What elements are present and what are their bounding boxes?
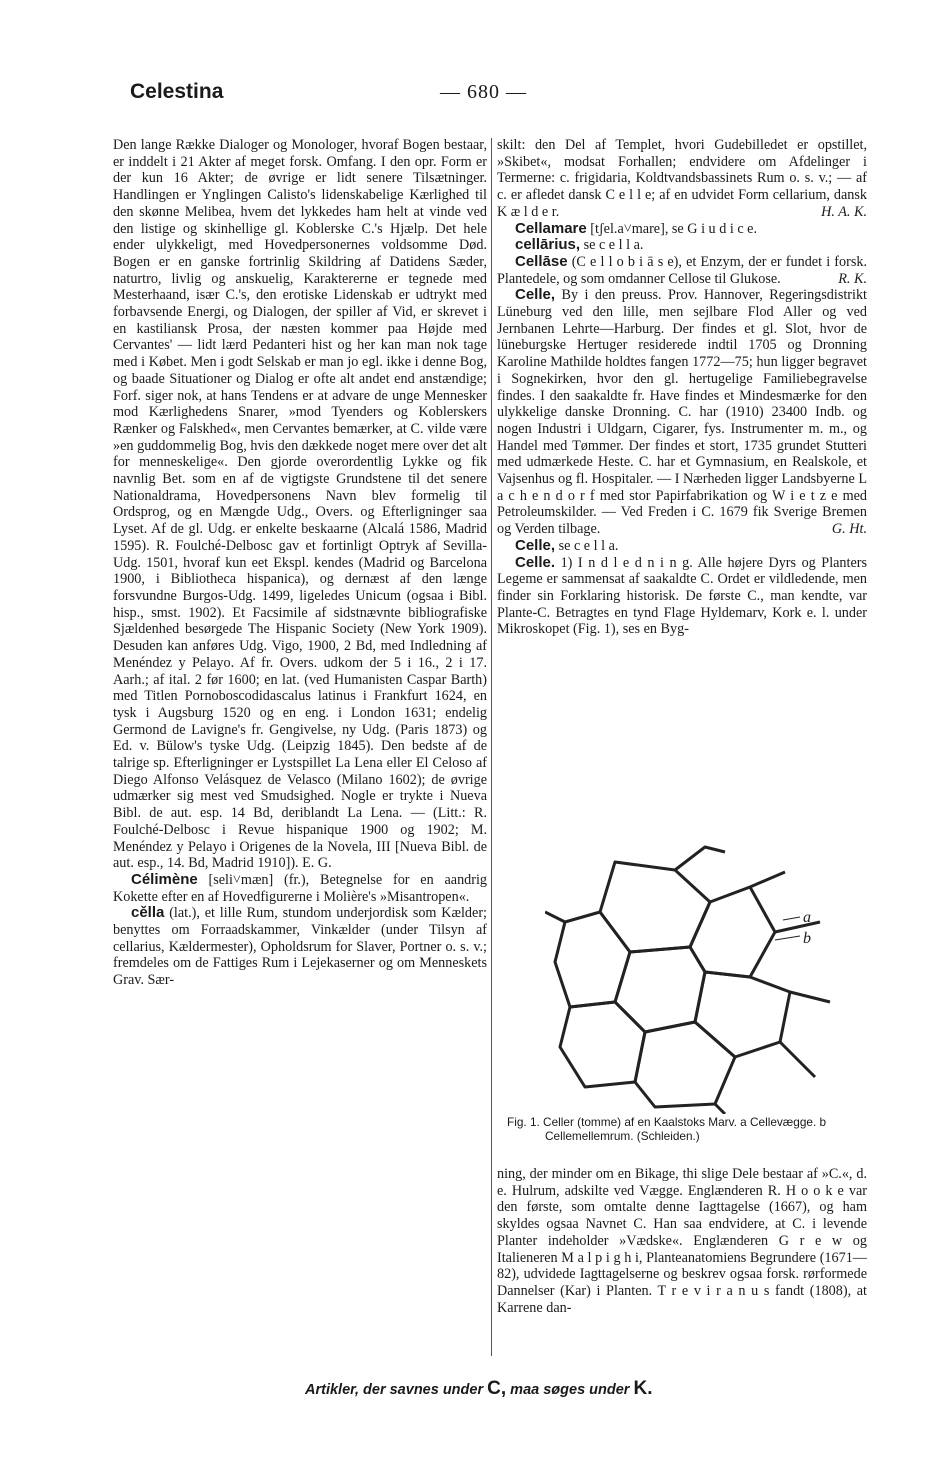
headword: Célimène [131, 870, 198, 888]
celestina-continuation: Den lange Række Dialoger og Monologer, hvoraf Bogen bestaar, er inddelt i 21 Akter af meget forsk. Omfang. I den opr. Form er der kun 16 Akter; de øvrige er lidt senere Tilsætninger. Handlingen er Ynglingen Calisto's lidenskabelige Kærlighed til den skønne Melibea, hvem det lykkedes ham helt at vinde ved den listige og skinhellige gl. Koblerske C.'s Hjælp. Det hele ender ulykkeligt, med Hovedpersonernes voldsomme Død. Bogen er en ganske fortrinlig Skildring af Datidens Sæder, naturtro, livlig og anskuelig, Karaktererne er tegnede med Mesterhaand, især C.'s, den erotiske Lidenskab er udtrykt med forbavsende Energi, og Dialogen, der spiller af Vid, er skrevet i en kastiliansk Prosa, der næsten kommer paa Højde med Cervantes' — lidt lærd Pedanteri hist og her kan man nok tage med i Købet. Men i godt Selskab er man jo egl. ikke i denne Bog, og baade Situationer og Dialog er ofte alt andet end anstændige; Forf. siger nok, at hans Tendens er at advare de unge Mennesker mod Kærlighedens Snarer, »mod Tyenders og Koblerskers Rænker og Falskhed«, men Cervantes bemærker, at C. vilde være »en guddommelig Bog, hvis den dækkede noget mere over det alt for menneskelige«. Den gjorde overordentlig Lykke og fik navnlig Bet. som en af de vigtigste Grundstene til det senere Nationaldrama, Hovedpersonens Navn blev formelig til Ordsprog, og en Mængde Udg., Overs. og Efterligninger saa Lyset. Af de gl. Udg. er enkelte beskaarne (Alcalá 1586, Madrid 1595). R. Foulché-Delbosc gav et fortinligt Optryk af Sevilla-Udg. 1501, hvoraf kun eet Ekspl. kendes (Madrid og Barcelona 1900, i Bibliotheca hispanica), og dernæst af den længe forsvundne Burgos-Udg. 1499, ligeledes Unicum (ogsaa i Bibl. hisp., smst. 1902). Et Facsimile af sidstnævnte bibliografiske Sjældenhed besørgede The Hispanic Society (New York 1909). Desuden kan anføres Udg. Vigo, 1900, 2 Bd, med Indledning af Menéndez y Pelayo. Af fr. Overs. udkom der 5 i 16., 2 i 17. Aarh.; af ital. 2 før 1600; en lat. (ved Humanisten Caspar Barth) med Titlen Pornoboscodidascalus latinus i Frankfurt 1624, en tysk i Augsburg 1520 og en eng. i London 1631; endelig Germond de Lavigne's fr. Gengivelse, ny Udg. (Paris 1873) og Ed. v. Bülow's tyske Udg. (Leipzig 1845). Den bedste af de talrige sp. Efterligninger er Lystspillet La Lena eller El Celoso af Diego Alfonso Velásquez de Velasco (Milano 1602); de øvrige udmærker sig mest ved Smudsighed. Nogle er trykte i Nueva Bibl. de aut. esp. 14 Bd, deriblandt La Lena. — (Litt.: R. Foulché-Delbosc i Revue hispanique 1900 og 1902; M. Menéndez y Pelayo i Origenes de la Novela, III [Nueva Bibl. de aut. esp., 14. Bd, Madrid 1910]). E. G. [113, 137, 487, 872]
cella-continuation [497, 137, 867, 221]
entry-celle-cell [497, 555, 867, 639]
entry-text: (C e l l o b i ā s e), et Enzym, der er fundet i forsk. Plantedele, og som omdanner Cellose til Glukose. [497, 253, 867, 287]
entry-celimene [113, 872, 487, 905]
entry-cella [113, 905, 487, 989]
entry-text: By i den preuss. Prov. Hannover, Regeringsdistrikt Lüneburg ved den lille, men sejlbare Flod Aller og ved Jernbanen Lehrte—Harburg. Der findes et gl. Slot, hvor de lüneburgske Hertuger residerede indtil 1705 og Dronning Karoline Mathilde holdtes fangen 1772—75; hun ligger begravet i Sognekirken, hvor den gl. hertugelige Familiebegravelse findes. I den saakaldte fr. Have findes et Mindesmærke for den ulykkelige danske Dronning. C. har (1910) 23400 Indb. og nogen Industri i Uldgarn, Cigarer, fys. Instrumenter m. m., og Handel med Tømmer. Der findes et stort, 1735 grundet Stutteri med udmærkede Heste. C. har et Gymnasium, en Realskole, et Vajsenhus og fl. Hospitaler. — I Nærheden ligger Landsbyerne L a c h e n d o r f med stor Papirfabrikation og W i e t z e med Petroleumskilder. — Ved Freden i C. 1679 fik Sverige Bremen og Verden tilbage. [497, 287, 868, 538]
entry-cellarius [497, 237, 867, 254]
entry-text: se c e l l a. [558, 537, 619, 554]
running-head-title: Celestina [130, 80, 224, 103]
right-column [497, 137, 867, 638]
page-number: — 680 — [440, 81, 527, 103]
right-column-continued [497, 1166, 867, 1316]
headword: cělla [131, 904, 165, 922]
entry-cellase [497, 254, 867, 287]
entry-celle-ref [497, 538, 867, 555]
headword: Cellāse [515, 252, 568, 270]
headword: Celle, [515, 286, 556, 304]
entry-celle-town [497, 287, 867, 538]
label-a: a [803, 909, 811, 926]
footer-letter: C, [487, 1378, 507, 1399]
footer-note [305, 1378, 652, 1400]
entry-text: se c e l l a. [583, 237, 644, 254]
footer-letter: K. [633, 1378, 653, 1399]
label-b: b [803, 930, 811, 947]
author-signature: G. Ht. [831, 521, 867, 538]
footer-text: Artikler, der savnes under [305, 1382, 484, 1398]
headword: Cellamare [515, 219, 587, 237]
cell-drawing [545, 842, 845, 1114]
headword: Celle, [515, 536, 556, 554]
left-column [113, 137, 487, 989]
entry-text: (lat.), et lille Rum, stundom underjordisk som Kælder; benyttes om Forraadskammer, Vinkælder (under Tilsyn af cellarius, Kældermester), Opholdsrum for Slaver, Portner o. s. v.; fremdeles om de Fattiges Rum i Lejekaserner og om Menneskets Grav. Sær- [113, 905, 487, 989]
entry-text: [seli˅mæn] (fr.), Betegnelse for en aandrig Kokette efter en af Hovedfigurerne i Molière's »Misantropen«. [113, 871, 488, 905]
entry-text: [tʃel.a˅mare], se G i u d i c e. [590, 220, 758, 237]
headword: cellārius, [515, 236, 581, 254]
headword: Celle. [515, 553, 556, 571]
figure-caption: Fig. 1. Celler (tomme) af en Kaalstoks Marv. a Cellevægge. b Cellemellemrum. (Schleiden.) [507, 1115, 827, 1143]
celle-continuation: ning, der minder om en Bikage, thi slige Dele bestaar af »C.«, d. e. Hulrum, adskilte ved Vægge. Englænderen R. H o o k e var den første, som omtalte denne Iagttagelse (1667), og ham skyldes ogsaa Navnet C. Han saa endvidere, at C. i levende Planter indeholder »Vædske«. Englænderen G r e w og Italieneren M a l p i g h i, Planteanatomiens Begrundere (1671—82), udvidede Iagttagelserne og beskrev ogsaa forsk. rørformede Dannelser (Kar) i Planten. T r e v i r a n u s fandt (1808), at Karrene dan- [497, 1166, 867, 1316]
cell-illustration [545, 842, 845, 1114]
footer-text: maa søges under [510, 1382, 630, 1398]
author-signature: R. K. [838, 270, 867, 287]
entry-text: 1) I n d l e d n i n g. Alle højere Dyrs og Planters Legeme er sammensat af saakaldte C. Ordet er vildledende, men finder sin Forklaring historisk. De første C., man kendte, var Plante-C. Betragtes en tynd Flage Hyldemarv, Kork e. l. under Mikroskopet (Fig. 1), ses en Byg- [497, 554, 868, 638]
entry-cellamare [497, 221, 867, 238]
entry-text: skilt: den Del af Templet, hvori Gudebilledet er opstillet, »Skibet«, modsat Forhallen; endvidere om Afdelinger i Termerne: c. frigidaria, Koldtvandsbassinets Rum o. s. v.; — af c. er afledet dansk C e l l e; af en udvidet Form cellarium, dansk K æ l d e r. [497, 137, 867, 220]
author-signature: H. A. K. [821, 203, 867, 220]
column-divider [491, 138, 492, 1356]
